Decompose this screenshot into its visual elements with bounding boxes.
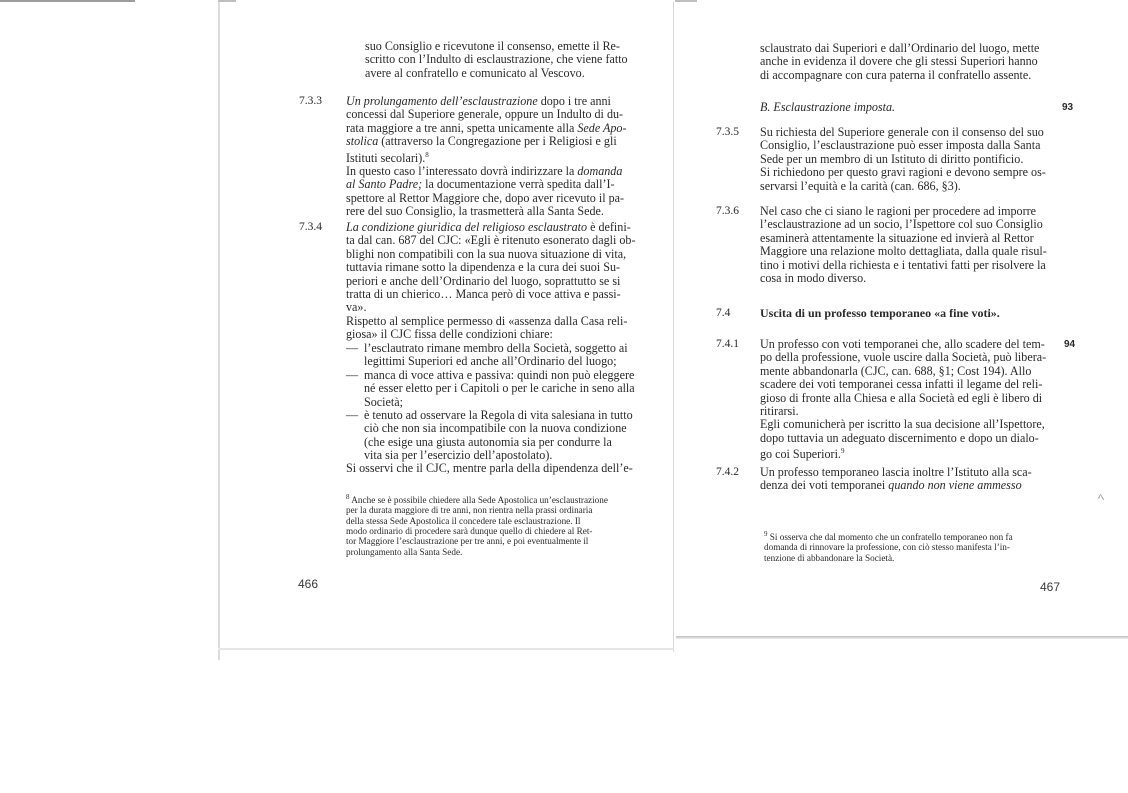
list-item bbox=[346, 342, 642, 369]
footnote-marker: 8 bbox=[346, 493, 350, 501]
text-span: denza dei voti temporanei bbox=[760, 478, 889, 493]
text-line: Si richiedono per questo gravi ragioni e devono sempre os- bbox=[760, 165, 1046, 180]
text-line: giosa» il CJC fissa delle condizioni chiare: bbox=[346, 327, 553, 342]
text-line: Rispetto al semplice permesso di «assenza dalla Casa reli- bbox=[346, 313, 628, 328]
text-line: avere al confratello e comunicato al Vescovo. bbox=[365, 65, 585, 80]
text-line: Si osservi che il CJC, mentre parla della dipendenza dell’e- bbox=[346, 461, 633, 475]
text-span: la documentazione verrà spedita dall’I- bbox=[422, 177, 615, 192]
text-line: anche in evidenza il dovere che gli stessi Superiori hanno bbox=[760, 54, 1038, 69]
section-number: 7.3.4 bbox=[299, 221, 322, 233]
footnote-ref[interactable]: 8 bbox=[425, 150, 429, 159]
text-line: blighi non compatibili con la sua nuova situazione di vita, bbox=[346, 246, 627, 261]
text-span: (attraverso la Congregazione per i Religiosi e gli bbox=[378, 134, 617, 149]
section-number: 7.4 bbox=[716, 307, 731, 319]
dash-bullet: — bbox=[346, 408, 359, 423]
scan-edge-bottom-right bbox=[676, 636, 1128, 639]
italic-text: Sede Apo- bbox=[577, 120, 627, 135]
text-line: domanda di rinnovare la professione, con ciò stesso manifesta l’in- bbox=[764, 542, 1010, 553]
margin-number: 94 bbox=[1064, 339, 1076, 350]
italic-text: domanda bbox=[577, 164, 623, 179]
text-line: scadere dei voti temporanei cessa infatti il legame del reli- bbox=[760, 377, 1043, 392]
section-733-body bbox=[346, 95, 642, 219]
text-span: è defini- bbox=[587, 220, 631, 234]
text-span: Si osserva che dal momento che un confratello temporaneo non fa bbox=[769, 532, 1013, 543]
margin-number: 93 bbox=[1062, 102, 1074, 113]
text-line: l’esclaustrazione ad un socio, l’Ispettore col suo Consiglio bbox=[760, 217, 1043, 232]
section-number: 7.3.3 bbox=[299, 95, 322, 107]
text-line: modo ordinario di procedere sarà dunque quello di chiedere al Ret- bbox=[346, 525, 593, 536]
text-line: dopo tuttavia un adeguato discernimento e dopo un dialo- bbox=[760, 430, 1039, 445]
scan-edge-top bbox=[0, 0, 135, 2]
footnote-8 bbox=[346, 492, 638, 557]
scan-mark-icon: ﾍ bbox=[1098, 490, 1105, 504]
text-line: Su richiesta del Superiore generale con il consenso del suo bbox=[760, 125, 1044, 139]
text-line: l’esclautrato rimane membro della Società, soggetto ai bbox=[364, 341, 628, 355]
dash-bullet: — bbox=[346, 367, 359, 382]
right-intro-paragraph bbox=[760, 42, 1055, 82]
page-number: 466 bbox=[298, 577, 319, 591]
section-number: 7.3.6 bbox=[716, 205, 739, 217]
text-line: Società; bbox=[364, 394, 403, 409]
subheading: B. Esclaustrazione imposta. bbox=[760, 100, 896, 114]
section-heading: Uscita di un professo temporaneo «a fine voti». bbox=[760, 306, 1000, 320]
footnote-marker: 9 bbox=[764, 530, 768, 538]
section-736-body bbox=[760, 205, 1055, 285]
text-line: Consiglio, l’esclaustrazione può esser imposta dalla Santa bbox=[760, 138, 1041, 153]
text-line: è tenuto ad osservare la Regola di vita salesiana in tutto bbox=[364, 408, 633, 423]
text-line: di accompagnare con cura paterna il confratello assente. bbox=[760, 67, 1032, 82]
text-line: ciò che non sia incompatibile con la nuova condizione bbox=[364, 421, 627, 436]
section-number: 7.4.1 bbox=[716, 338, 739, 350]
text-line: per la durata maggiore di tre anni, non rientra nella prassi ordinaria bbox=[346, 505, 593, 516]
footnote-9 bbox=[764, 529, 1054, 563]
italic-text: quando non viene ammesso bbox=[888, 478, 1022, 493]
text-line: della stessa Sede Apostolica il concedere tale esclaustrazione. Il bbox=[346, 515, 581, 526]
text-line: tino i motivi della richiesta e i tentativi fatti per risolvere la bbox=[760, 257, 1046, 272]
section-741-body bbox=[760, 338, 1055, 462]
list-item bbox=[346, 409, 642, 463]
text-line: Maggiore una relazione molto dettagliata, dalla quale risul- bbox=[760, 244, 1047, 259]
text-line: tuttavia rimane sotto la dipendenza e la cura dei suoi Su- bbox=[346, 260, 621, 275]
text-line: ta dal can. 687 del CJC: «Egli è ritenuto esonerato dagli ob- bbox=[346, 233, 636, 248]
text-line: Un professo temporaneo lascia inoltre l’Istituto alla sca- bbox=[760, 465, 1032, 479]
conditions-list bbox=[346, 342, 642, 463]
text-line: vita sia per l’esercizio dell’apostolato). bbox=[364, 448, 553, 463]
italic-text: Un prolungamento dell’esclaustrazione bbox=[346, 94, 538, 108]
text-line: concessi dal Superiore generale, oppure un Indulto di du- bbox=[346, 107, 624, 122]
text-span: In questo caso l’interessato dovrà indirizzare la bbox=[346, 164, 578, 179]
text-line: mente abbandonarla (CJC, can. 688, §1; Cost 194). Allo bbox=[760, 363, 1032, 378]
text-line: ritirarsi. bbox=[760, 404, 799, 419]
text-line: va». bbox=[346, 300, 367, 315]
section-734-body bbox=[346, 221, 642, 342]
text-line: suo Consiglio e ricevutone il consenso, emette il Re- bbox=[365, 39, 620, 53]
text-line: rere del suo Consiglio, la trasmetterà alla Santa Sede. bbox=[346, 204, 604, 219]
scan-corner-right bbox=[675, 0, 697, 10]
dash-bullet: — bbox=[346, 341, 359, 355]
text-span: dopo i tre anni bbox=[537, 94, 611, 108]
text-line: tratta di un chierico… Manca però di voce attiva e passi- bbox=[346, 287, 621, 302]
list-item bbox=[346, 369, 642, 409]
text-line: esaminerà attentamente la situazione ed invierà al Rettor bbox=[760, 230, 1034, 245]
book-gutter bbox=[673, 2, 674, 652]
text-line: né esser eletto per i Capitoli o per le cariche in seno alla bbox=[364, 381, 635, 396]
section-number: 7.3.5 bbox=[716, 126, 739, 138]
text-line: Un professo con voti temporanei che, allo scadere del tem- bbox=[760, 337, 1045, 351]
page-number: 467 bbox=[1040, 580, 1061, 594]
text-line: scritto con l’Indulto di esclaustrazione, che viene fatto bbox=[365, 52, 628, 67]
italic-text: La condizione giuridica del religioso esclaustrato bbox=[346, 220, 588, 234]
footnote-ref[interactable]: 9 bbox=[840, 447, 845, 456]
text-line: prolungamento alla Santa Sede. bbox=[346, 546, 463, 557]
italic-text: al Santo Padre; bbox=[346, 177, 423, 192]
scan-edge-left bbox=[218, 0, 220, 660]
text-line: gioso di fronte alla Chiesa e alla Società ed egli è libero di bbox=[760, 390, 1043, 405]
text-line: periori e anche dell’Ordinario del luogo, soprattutto se si bbox=[346, 273, 621, 288]
text-line: legittimi Superiori ed anche all’Ordinario del luogo; bbox=[364, 354, 617, 369]
text-line: sclaustrato dai Superiori e dall’Ordinario del luogo, mette bbox=[760, 41, 1040, 55]
text-line: po della professione, vuole uscire dalla Società, può libera- bbox=[760, 350, 1047, 365]
scan-corner-left bbox=[218, 0, 236, 10]
text-line: Nel caso che ci siano le ragioni per procedere ad imporre bbox=[760, 204, 1037, 218]
text-span: Anche se è possibile chiedere alla Sede Apostolica un’esclaustrazione bbox=[351, 495, 608, 506]
left-intro-paragraph bbox=[365, 40, 642, 80]
section-742-body bbox=[760, 466, 1055, 493]
text-line: (che esige una giusta autonomia sia per condurre la bbox=[364, 434, 612, 449]
section-735-body bbox=[760, 126, 1055, 193]
italic-text: stolica bbox=[346, 134, 379, 149]
text-span: go coi Superiori. bbox=[760, 447, 841, 462]
text-line: tor Maggiore l’esclaustrazione per tre anni, e poi eventualmente il bbox=[346, 536, 589, 547]
text-line: spettore al Rettor Maggiore che, dopo aver ricevuto il pa- bbox=[346, 190, 625, 205]
section-734-closing bbox=[346, 462, 642, 475]
text-line: manca di voce attiva e passiva: quindi non può eleggere bbox=[364, 367, 635, 382]
text-span: rata maggiore a tre anni, spetta unicamente alla bbox=[346, 120, 578, 135]
text-line: servarsi l’equità e la carità (can. 686, §3). bbox=[760, 178, 961, 193]
text-line: cosa in modo diverso. bbox=[760, 271, 867, 286]
text-line: Sede per un membro di un Istituto di diritto pontificio. bbox=[760, 151, 1024, 166]
text-span: Istituti secolari). bbox=[346, 150, 426, 165]
scan-edge-bottom-left bbox=[218, 648, 674, 650]
section-number: 7.4.2 bbox=[716, 466, 739, 478]
text-line: tenzione di abbandonare la Società. bbox=[764, 552, 895, 563]
text-line: Egli comunicherà per iscritto la sua decisione all’Ispettore, bbox=[760, 417, 1045, 432]
